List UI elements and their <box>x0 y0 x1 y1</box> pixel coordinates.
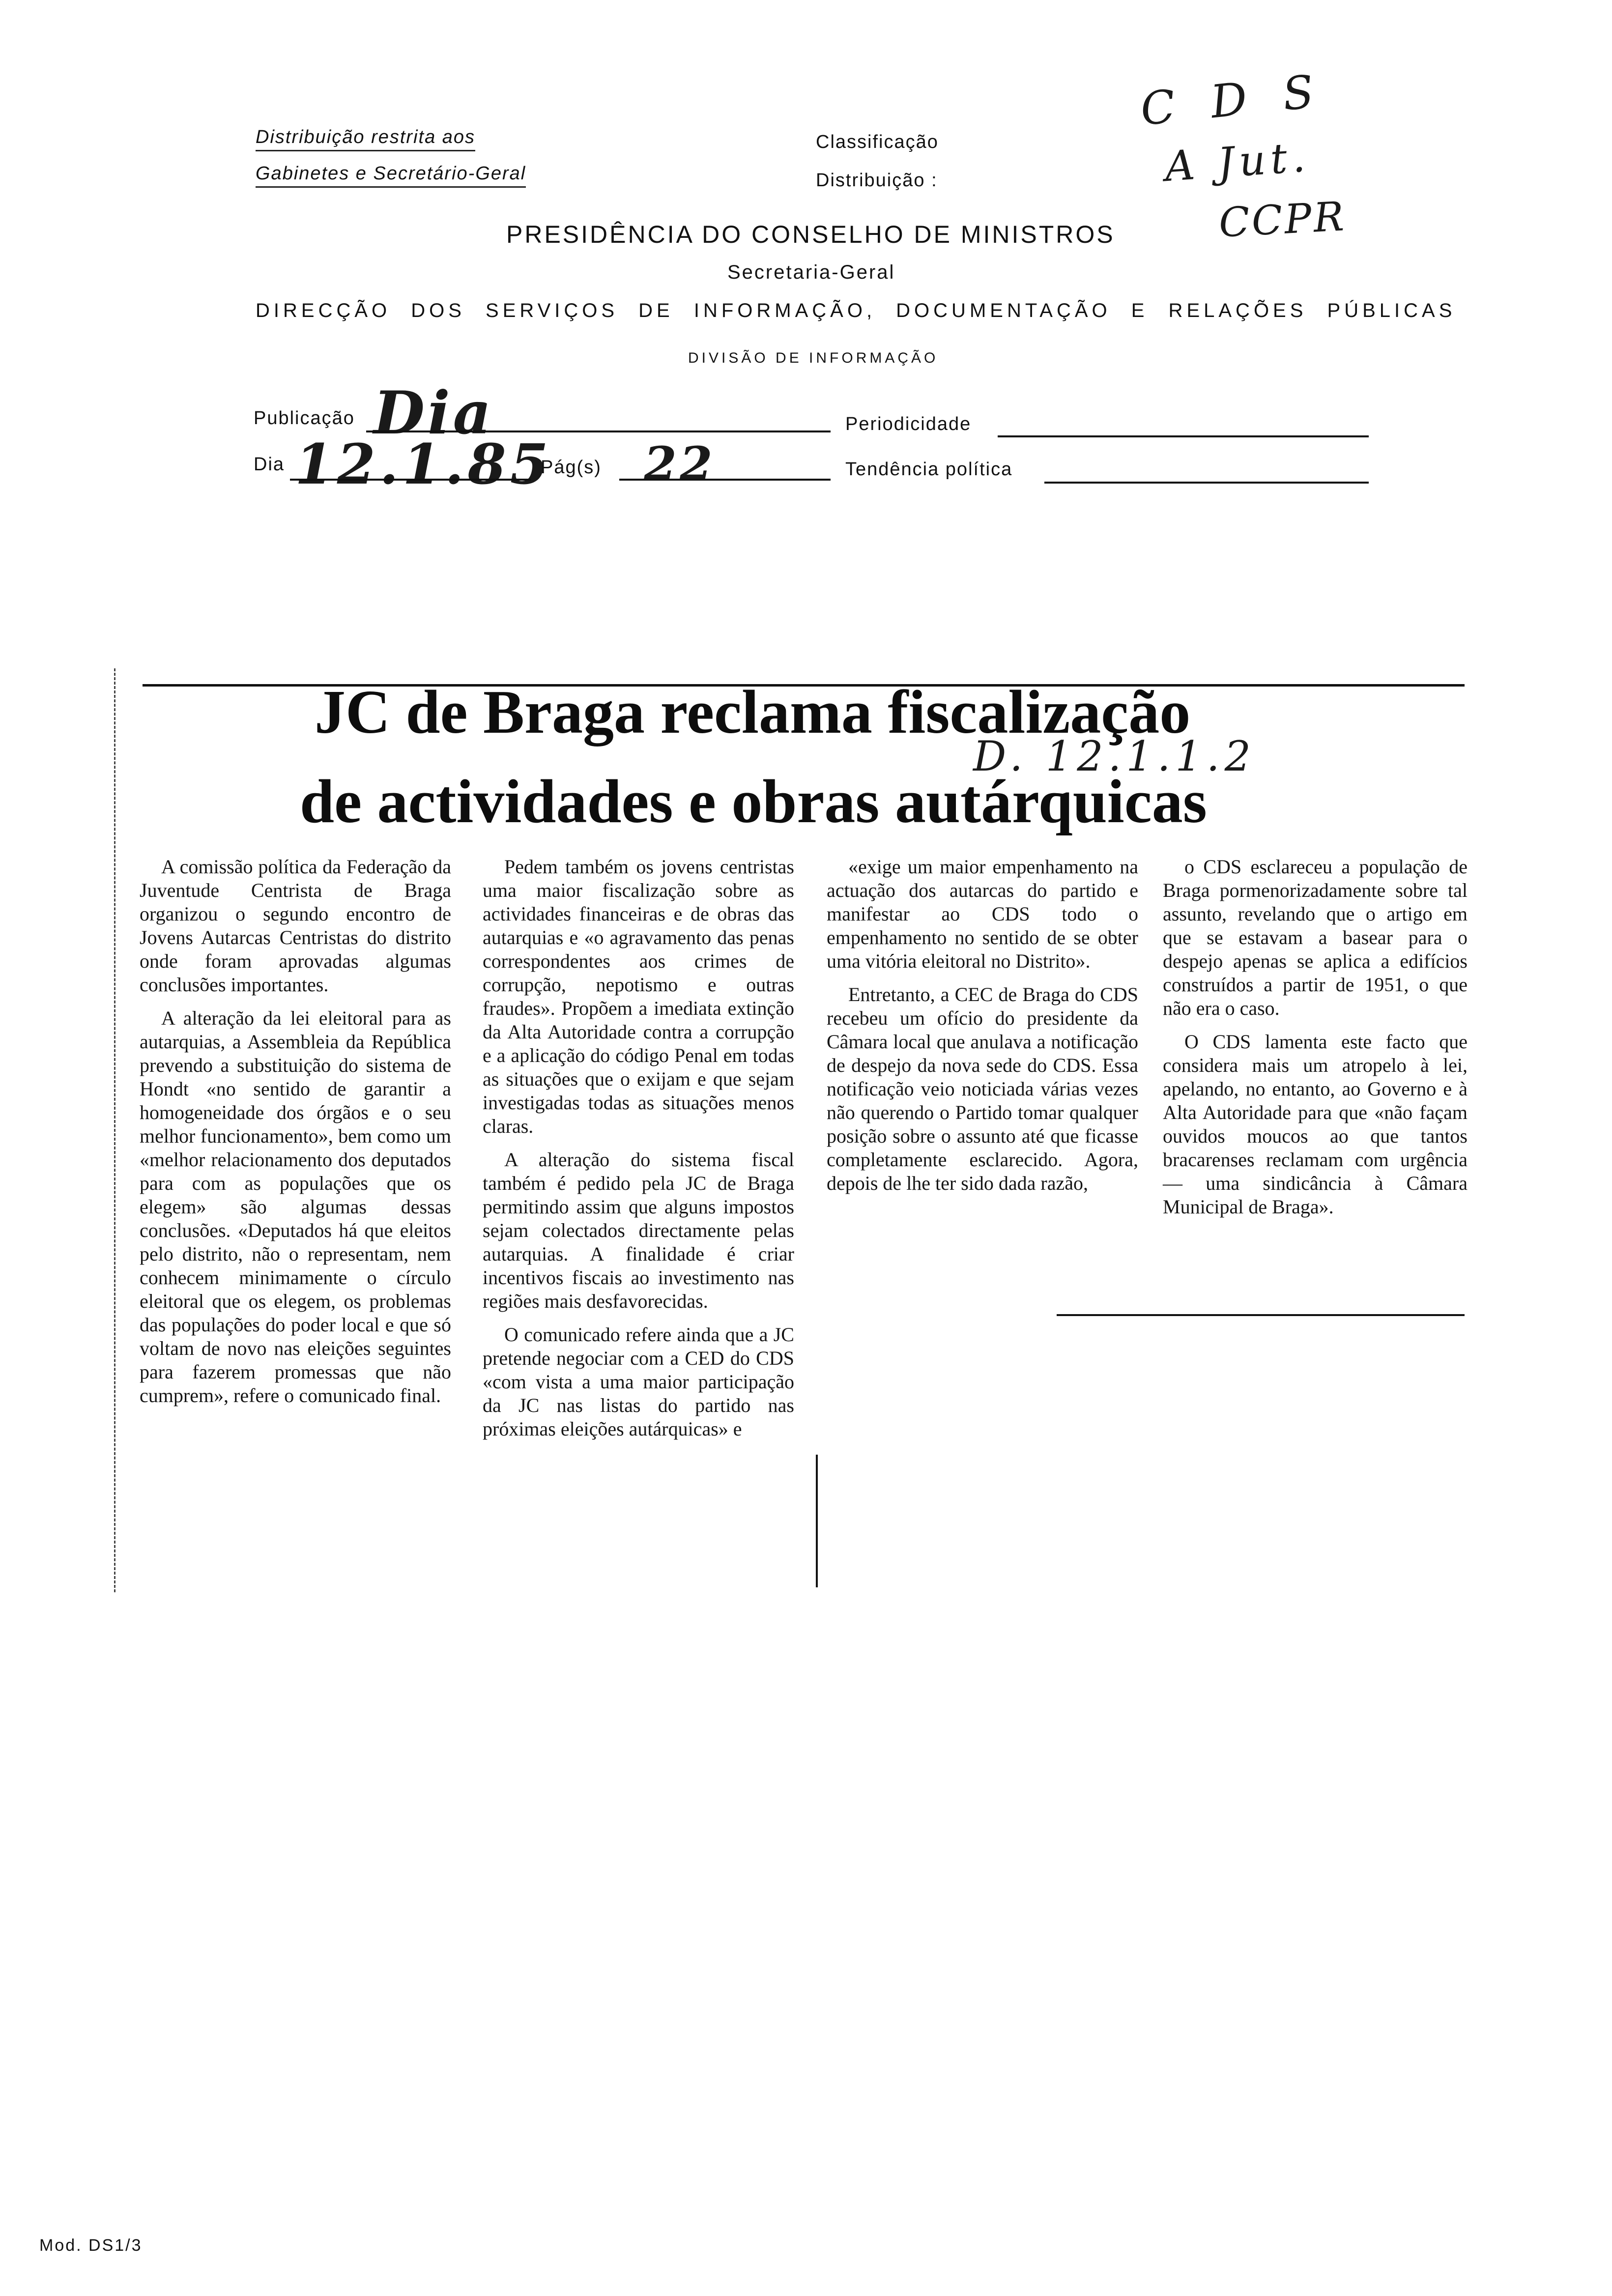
division: DIVISÃO DE INFORMAÇÃO <box>688 350 939 366</box>
col3-paragraph-1: «exige um maior empenhamento na actuação dos autarcas do partido e manifestar ao CDS todo o empenhamento no sentido de se obter uma vitória eleitoral no Distrito». <box>827 856 1138 972</box>
col4-paragraph-1: o CDS esclareceu a população de Braga pormenorizadamente sobre tal assunto, revelando que o artigo em que se estavam a basear para o despejo apenas se aplica a edifícios construídos a partir de 1951, o que não era o caso. <box>1163 856 1468 1019</box>
col1-paragraph-1: A comissão política da Federação da Juventude Centrista de Braga organizou o segundo encontro de Jovens Autarcas Centristas do distrito onde foram aprovadas algumas conclusões importantes. <box>140 856 451 996</box>
directorate: DIRECÇÃO DOS SERVIÇOS DE INFORMAÇÃO, DOCUMENTAÇÃO E RELAÇÕES PÚBLICAS <box>256 300 1456 321</box>
handwritten-note-a-jut: A Jut. <box>1163 132 1312 191</box>
distribution-label: Distribuição : <box>816 170 938 191</box>
periodicity-line <box>998 435 1369 437</box>
col1-paragraph-2: A alteração da lei eleitoral para as autarquias, a Assembleia da República prevendo a substituição do sistema de Hondt «no sentido de garantir a homogeneidade dos órgãos e o seu melhor funcionamento», bem como um «melhor relacionamento dos deputados para com as populações que os elegem» são algumas dessas conclusões. «Deputados há que eleitos pelo distrito, não o representam, nem conhecem minimamente o círculo eleitoral que os elegem, os problemas das populações do poder local e que só voltam de novo nas eleições seguintes para fazerem promessas que não cumprem», refere o comunicado final. <box>140 1007 451 1406</box>
column-2-right-rule <box>816 1455 818 1587</box>
pages-label: Pág(s) <box>541 457 602 478</box>
col4-paragraph-2: O CDS lamenta este facto que considera mais um atropelo à lei, apelando, no entanto, ao Governo e à Alta Autoridade para que «não façam ouvidos moucos ao que tantos bracarenses reclamam com urgência — uma sindicância à Câmara Municipal de Braga». <box>1163 1031 1468 1218</box>
political-tendency-label: Tendência política <box>845 459 1013 480</box>
handwritten-note-cds: C D S <box>1138 64 1327 136</box>
column-4-end-rule <box>1057 1314 1465 1316</box>
distribution-line-1: Distribuição restrita aos <box>256 127 475 151</box>
day-value: 12.1.85 <box>295 432 552 497</box>
article-column-2 <box>483 855 794 1451</box>
clipping-left-rule <box>114 668 115 1592</box>
article-column-3 <box>827 855 1138 1205</box>
publication-value: Dia <box>374 378 494 448</box>
col3-paragraph-2: Entretanto, a CEC de Braga do CDS recebeu um ofício do presidente da Câmara local que anulava a notificação de despejo da nova sede do CDS. Essa notificação veio noticiada várias vezes não querendo o Partido tomar qualquer posição sobre o assunto até que ficasse completamente esclarecido. Agora, depois de lhe ter sido dada razão, <box>827 983 1138 1194</box>
form-code: Mod. DS1/3 <box>39 2236 143 2255</box>
pages-value: 22 <box>644 436 716 492</box>
distribution-line-2: Gabinetes e Secretário-Geral <box>256 163 526 188</box>
day-line <box>290 479 531 481</box>
political-tendency-line <box>1044 482 1369 484</box>
day-label: Dia <box>254 454 285 475</box>
pages-line <box>619 479 831 481</box>
col2-paragraph-1: Pedem também os jovens centristas uma maior fiscalização sobre as actividades financeiras e de obras das autarquias e «o agravamento das penas correspondentes aos crimes de corrupção, nepotismo e outras fraudes». Propõem a imediata extinção da Alta Autoridade contra a corrupção e a aplicação do código Penal em todas as situações que o exijam e que sejam investigadas todas as situações menos claras. <box>483 856 794 1137</box>
col2-paragraph-2: A alteração do sistema fiscal também é pedido pela JC de Braga permitindo assim que alguns impostos sejam colectados directamente pelas autarquias. A finalidade é criar incentivos fiscais ao investimento nas regiões mais desfavorecidas. <box>483 1148 794 1312</box>
handwritten-note-ccpr: CCPR <box>1217 193 1347 247</box>
headline-line-2: de actividades e obras autárquicas <box>300 768 1207 836</box>
office-title: PRESIDÊNCIA DO CONSELHO DE MINISTROS <box>506 221 1115 248</box>
article-column-1 <box>140 855 451 1417</box>
publication-label: Publicação <box>254 408 355 429</box>
handwritten-date-on-article: D. 12.1.1.2 <box>973 732 1256 780</box>
col2-paragraph-3: O comunicado refere ainda que a JC pretende negociar com a CED do CDS «com vista a uma maior participação da JC nas listas do partido nas próximas eleições autárquicas» e <box>483 1323 794 1440</box>
periodicity-label: Periodicidade <box>845 414 972 434</box>
headline-line-1: JC de Braga reclama fiscalização <box>315 678 1191 746</box>
article-column-4 <box>1163 855 1468 1229</box>
classification-label: Classificação <box>816 132 939 152</box>
secretariat: Secretaria-Geral <box>727 261 895 283</box>
